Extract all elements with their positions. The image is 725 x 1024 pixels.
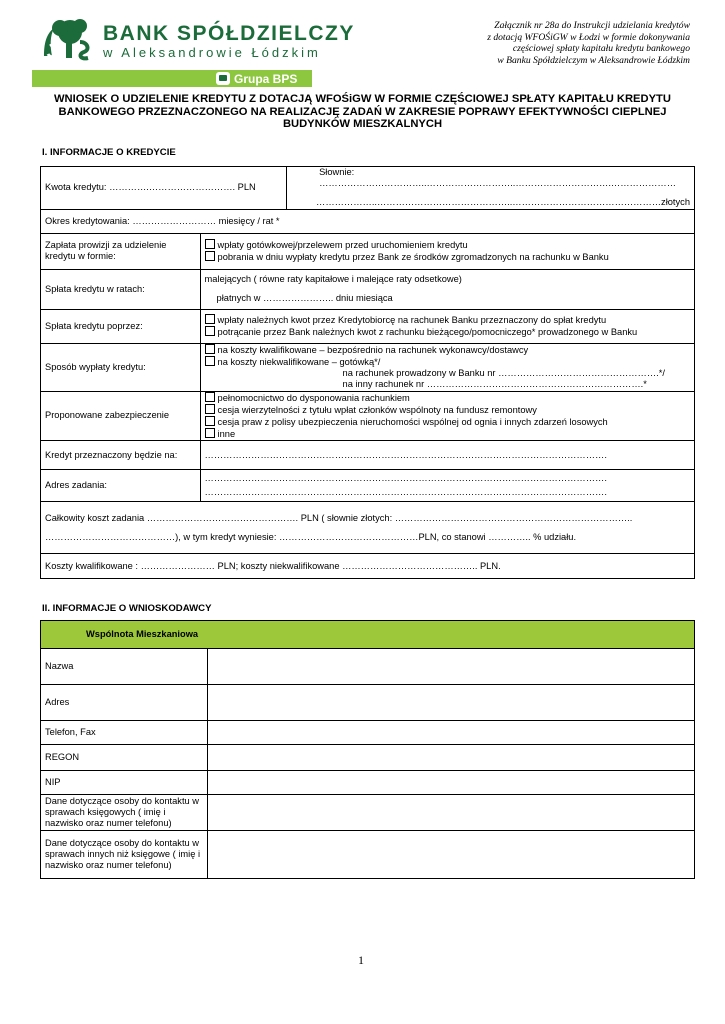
phone-fax-input[interactable] bbox=[207, 721, 694, 745]
title-line: BANKOWEGO PRZEZNACZONEGO NA REALIZACJĘ ZADAŃ W ZAKRESIE POPRAWY EFEKTYWNOŚCI CIEPLNEJ bbox=[58, 105, 667, 118]
option-label: inne bbox=[217, 429, 236, 440]
installments-label: Spłata kredytu w ratach: bbox=[41, 269, 201, 309]
annex-line: w Banku Spółdzielczym w Aleksandrowie Łódzkim bbox=[497, 54, 690, 66]
option-label: na koszty kwalifikowane – bezpośrednio na rachunek wykonawcy/dostawcy bbox=[217, 344, 529, 355]
loan-period-field[interactable]: Okres kredytowania: ……………………… miesięcy / rat * bbox=[41, 209, 695, 233]
checkbox[interactable] bbox=[205, 326, 215, 336]
option-label: potrącanie przez Bank należnych kwot z rachunku bieżącego/pomocniczego* prowadzonego w Banku bbox=[217, 327, 638, 338]
page-number: 1 bbox=[358, 953, 364, 967]
checkbox[interactable] bbox=[205, 356, 215, 366]
loan-amount-words-field[interactable] bbox=[287, 167, 695, 210]
bank-name: BANK SPÓŁDZIELCZY bbox=[103, 22, 355, 45]
nip-label: NIP bbox=[41, 771, 208, 795]
option-label: cesja praw z polisy ubezpieczenia nieruchomości wspólnej od ognia i innych zdarzeń losowych bbox=[217, 417, 608, 428]
section-1-title: I. INFORMACJE O KREDYCIE bbox=[42, 147, 176, 158]
other-account-line[interactable]: na inny rachunek nr …………………………………………………………….* bbox=[342, 379, 647, 390]
annex-note bbox=[430, 20, 690, 66]
name-input[interactable] bbox=[207, 649, 694, 685]
annex-line: z dotacją WFOŚiGW w Łodzi w formie dokonywania bbox=[487, 31, 690, 43]
address-input[interactable] bbox=[207, 685, 694, 721]
words-line: Słownie: ……………………………..………………………..………………………….………………… bbox=[319, 167, 676, 189]
costs-field[interactable]: Koszty kwalifikowane : …………………… PLN; koszty niekwalifikowane …………………………………….. PLN. bbox=[41, 554, 695, 579]
installments-type: malejących ( równe raty kapitałowe i malejące raty odsetkowe) bbox=[204, 274, 462, 285]
section-2-title: II. INFORMACJE O WNIOSKODAWCY bbox=[42, 603, 212, 614]
credit-info-table bbox=[40, 166, 695, 579]
installments-options[interactable] bbox=[200, 269, 694, 309]
commission-options bbox=[200, 233, 694, 269]
annex-line: Załącznik nr 28a do Instrukcji udzielania kredytów bbox=[494, 20, 690, 31]
repayment-label: Spłata kredytu poprzez: bbox=[41, 309, 201, 343]
bank-location: w Aleksandrowie Łódzkim bbox=[103, 45, 321, 60]
community-header: Wspólnota Mieszkaniowa bbox=[41, 621, 695, 649]
purpose-field[interactable]: …………………………………………………………………………………………………………………. bbox=[200, 441, 694, 470]
installments-day: płatnych w ………………….. dniu miesiąca bbox=[216, 292, 393, 303]
nip-input[interactable] bbox=[207, 771, 694, 795]
option-label: cesja wierzytelności z tytułu wpłat członków wspólnoty na fundusz remontowy bbox=[217, 404, 537, 415]
phone-fax-label: Telefon, Fax bbox=[41, 721, 208, 745]
group-name: Grupa BPS bbox=[234, 71, 298, 86]
loan-amount-field[interactable]: Kwota kredytu: ………….………………………. PLN bbox=[41, 167, 287, 210]
purpose-label: Kredyt przeznaczony będzie na: bbox=[41, 441, 201, 470]
name-label: Nazwa bbox=[41, 649, 208, 685]
commission-label: Zapłata prowizji za udzielenie kredytu w formie: bbox=[41, 233, 201, 269]
total-cost-field[interactable] bbox=[41, 502, 695, 554]
other-contact-input[interactable] bbox=[207, 831, 694, 879]
address-line: …………………………………………………………………………………………………………………. bbox=[204, 473, 607, 484]
checkbox[interactable] bbox=[205, 416, 215, 426]
option-label: wpłaty gotówkowej/przelewem przed uruchomieniem kredytu bbox=[217, 239, 468, 250]
checkbox[interactable] bbox=[205, 239, 215, 249]
disbursement-label: Sposób wypłaty kredytu: bbox=[41, 343, 201, 391]
checkbox[interactable] bbox=[205, 428, 215, 438]
repayment-options bbox=[200, 309, 694, 343]
group-badge bbox=[216, 69, 297, 88]
total-cost-line: ……………………………………), w tym kredyt wyniesie: ………………………………………PLN, co stanowi ………….. % udziału. bbox=[45, 531, 577, 542]
option-label: na koszty niekwalifikowane – gotówką*/ bbox=[217, 356, 381, 367]
task-address-field[interactable] bbox=[200, 470, 694, 502]
title-line: WNIOSEK O UDZIELENIE KREDYTU Z DOTACJĄ WFOŚiGW W FORMIE CZĘŚCIOWEJ SPŁATY KAPITAŁU KREDYTU bbox=[54, 93, 671, 105]
bank-account-line[interactable]: na rachunek prowadzony w Banku nr …………………………………………….*/ bbox=[342, 368, 665, 379]
address-line: …………………………………………………………………………………………………………………. bbox=[204, 487, 607, 498]
regon-input[interactable] bbox=[207, 745, 694, 771]
other-contact-label: Dane dotyczące osoby do kontaktu w sprawach innych niż księgowe ( imię i nazwisko oraz numer telefonu) bbox=[41, 831, 208, 879]
address-label: Adres bbox=[41, 685, 208, 721]
disbursement-options bbox=[200, 343, 694, 391]
checkbox[interactable] bbox=[205, 392, 215, 402]
accounting-contact-label: Dane dotyczące osoby do kontaktu w sprawach księgowych ( imię i nazwisko oraz numer telefonu) bbox=[41, 795, 208, 831]
checkbox[interactable] bbox=[205, 404, 215, 414]
option-label: wpłaty należnych kwot przez Kredytobiorcę na rachunek Banku przeznaczony do spłat kredytu bbox=[217, 314, 607, 325]
option-label: pobrania w dniu wypłaty kredytu przez Bank ze środków zgromadzonych na rachunku w Banku bbox=[217, 252, 609, 263]
regon-label: REGON bbox=[41, 745, 208, 771]
annex-line: częściowej spłaty kapitału kredytu bankowego bbox=[512, 43, 690, 54]
total-cost-line: Całkowity koszt zadania …………………………………………. PLN ( słownie złotych: ………………………………………………………………….. bbox=[45, 512, 633, 523]
bank-logo-icon bbox=[36, 16, 96, 62]
accounting-contact-input[interactable] bbox=[207, 795, 694, 831]
title-line: BUDYNKÓW MIESZKALNYCH bbox=[282, 118, 443, 131]
collateral-label: Proponowane zabezpieczenie bbox=[41, 391, 201, 441]
applicant-info-table bbox=[40, 620, 695, 879]
checkbox[interactable] bbox=[205, 314, 215, 324]
option-label: pełnomocnictwo do dysponowania rachunkiem bbox=[217, 392, 410, 403]
task-address-label: Adres zadania: bbox=[41, 470, 201, 502]
chat-bubble-icon bbox=[216, 72, 230, 85]
document-title bbox=[40, 93, 685, 131]
checkbox[interactable] bbox=[205, 251, 215, 261]
words-line: ………………..……………………………………..…………………………………………złotych bbox=[316, 197, 690, 208]
collateral-options bbox=[200, 391, 694, 441]
checkbox[interactable] bbox=[205, 344, 215, 354]
